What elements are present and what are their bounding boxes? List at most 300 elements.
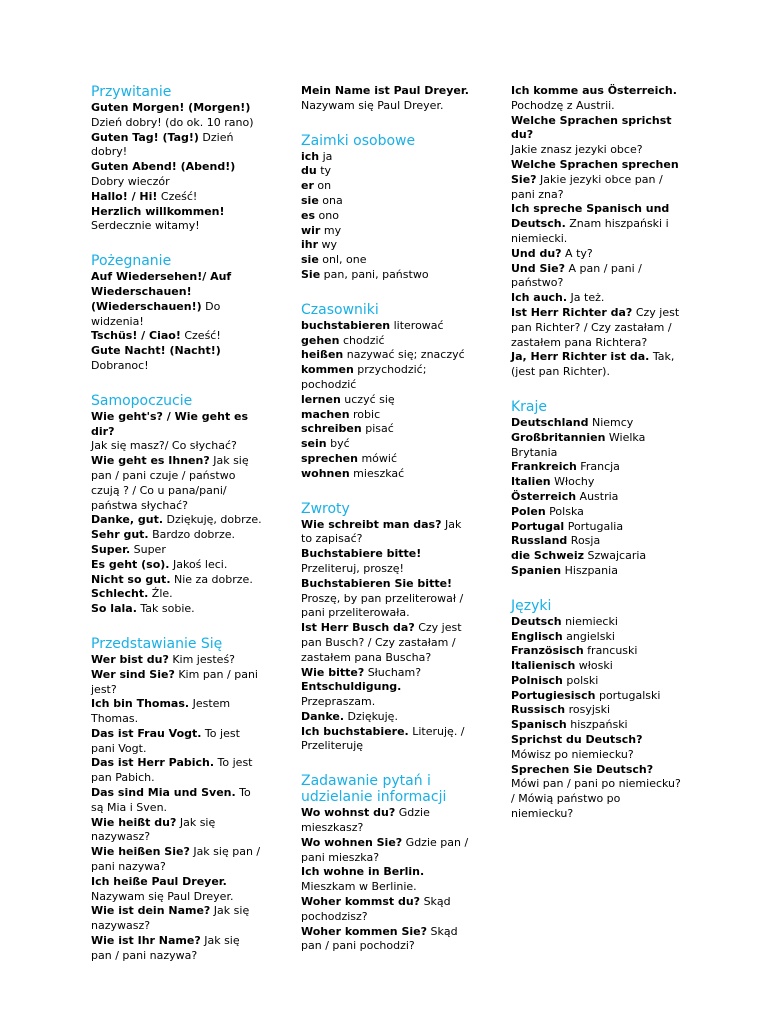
glossary-entry [511,733,683,763]
glossary-entry [511,247,683,262]
glossary-entry [511,615,683,630]
glossary-entry [301,806,473,836]
glossary-entry [91,727,263,757]
glossary-entry [301,666,473,681]
german-phrase: Schlecht. [91,587,149,601]
section-heading: Kraje [511,398,548,415]
glossary-entry [511,158,683,202]
german-phrase: sie [301,253,319,267]
glossary-entry [511,99,683,114]
section-heading: Przywitanie [91,84,172,100]
polish-translation: literować [390,318,444,332]
glossary-entry [511,262,683,292]
german-phrase: Sprichst du Deutsch? [511,733,643,747]
glossary-entry [91,875,263,890]
polish-translation: Kim jesteś? [168,652,236,666]
glossary-entry [301,224,473,239]
german-phrase: Russisch [511,703,566,717]
glossary-entry [91,329,263,344]
glossary-entry [91,101,263,116]
polish-translation: Czy jest pan Richter? / Czy zastałam / zastałem pana Richtera? [511,305,680,349]
german-phrase: Auf Wiedersehen!/ Auf Wiederschauen! (Wiederschauen!) [91,270,232,313]
glossary-entry [511,630,683,645]
polish-translation: A ty? [561,246,593,260]
german-phrase: Ich buchstabiere. [301,724,409,738]
glossary-entry [91,786,263,816]
glossary-section [301,773,473,954]
polish-translation: ono [315,208,339,222]
glossary-section [511,598,683,822]
glossary-entry [511,505,683,520]
german-phrase: Deutsch [511,614,562,628]
polish-translation: Wielka Brytania [511,430,646,459]
polish-translation: angielski [562,629,615,643]
glossary-entry [511,350,683,380]
german-phrase: Englisch [511,629,563,643]
polish-translation: Nazywam się Paul Dreyer. [91,889,234,903]
polish-translation: Ja też. [567,291,605,305]
glossary-entry [301,363,473,393]
polish-translation: Jakie znasz jezyki obce? [511,143,643,157]
glossary-entry [91,668,263,698]
glossary-entry [511,689,683,704]
german-phrase: Portugal [511,519,565,533]
german-phrase: Ist Herr Busch da? [301,621,415,635]
polish-translation: Skąd pochodzisz? [301,895,451,923]
glossary-section [301,302,473,482]
german-phrase: Guten Abend! (Abend!) [91,160,236,174]
glossary-entry [511,202,683,246]
german-phrase: Ich wohne in Berlin. [301,865,425,879]
glossary-section [91,636,263,964]
polish-translation: mówić [357,451,397,465]
glossary-entry [301,319,473,334]
section-spacer [301,114,473,133]
polish-translation: wy [318,238,338,252]
german-phrase: Portugiesisch [511,688,596,702]
german-phrase: Ist Herr Richter da? [511,305,633,319]
german-phrase: Wie ist dein Name? [91,904,211,918]
glossary-entry [91,513,263,528]
glossary-entry [301,348,473,363]
polish-translation: robic [349,407,381,421]
polish-translation: przychodzić; pochodzić [301,363,427,391]
polish-translation: Gdzie pan / pani mieszka? [301,835,469,864]
polish-translation: Tak sobie. [136,602,195,616]
glossary-entry [91,558,263,573]
german-phrase: Wie heißen Sie? [91,845,190,859]
glossary-entry [301,194,473,209]
section-heading: Zadawanie pytań i udzielanie informacji [301,773,447,806]
german-phrase: Mein Name ist Paul Dreyer. [301,84,469,97]
polish-translation: Skąd pan / pani pochodzi? [301,924,458,953]
german-phrase: Und Sie? [511,261,566,275]
polish-translation: Przepraszam. [301,695,376,709]
german-phrase: Deutschland [511,415,589,429]
glossary-entry [91,934,263,964]
polish-translation: Włochy [550,475,595,489]
polish-translation: To jest pan Pabich. [91,756,253,785]
glossary-entry [301,422,473,437]
section-spacer [511,579,683,598]
polish-translation: uczyć się [340,392,395,406]
polish-translation: Bardzo dobrze. [148,528,235,542]
column-2 [301,84,473,954]
glossary-entry [91,845,263,875]
glossary-section [301,84,473,114]
german-phrase: du [301,164,317,178]
german-phrase: er [301,179,314,193]
polish-translation: portugalski [595,688,661,702]
polish-translation: Gdzie mieszkasz? [301,806,430,835]
german-phrase: Danke, gut. [91,513,164,527]
glossary-entry [511,114,683,144]
polish-translation: Dobranoc! [91,358,149,372]
german-phrase: Wer sind Sie? [91,667,175,681]
polish-translation: Dzień dobry! [91,130,234,159]
german-phrase: Wo wohnen Sie? [301,835,403,849]
german-phrase: gehen [301,333,340,347]
german-phrase: sie [301,193,319,207]
glossary-entry [91,890,263,905]
german-phrase: Italien [511,475,551,489]
glossary-entry [91,653,263,668]
german-phrase: Ich komme aus Österreich. [511,84,677,97]
section-heading: Zwroty [301,500,350,517]
section-spacer [511,380,683,399]
glossary-entry [301,925,473,955]
glossary-entry [511,475,683,490]
german-phrase: machen [301,407,350,421]
polish-translation: chodzić [339,333,385,347]
glossary-entry [301,895,473,925]
glossary-entry [91,439,263,454]
glossary-entry [511,534,683,549]
glossary-entry [511,460,683,475]
polish-translation: Słucham? [364,665,422,679]
polish-translation: Jak się masz?/ Co słychać? [91,439,237,453]
polish-translation: ona [318,193,343,207]
polish-translation: niemiecki [561,614,618,628]
glossary-entry [301,518,473,548]
german-phrase: sprechen [301,451,358,465]
german-phrase: Es geht (so). [91,557,170,571]
glossary-section [301,133,473,283]
polish-translation: pisać [361,422,394,436]
glossary-entry [91,697,263,727]
polish-translation: Austria [576,489,619,503]
polish-translation: nazywać się; znaczyć [343,348,465,362]
polish-translation: mieszkać [349,466,405,480]
glossary-entry [301,99,473,114]
glossary-entry [511,763,683,822]
glossary-entry [511,306,683,350]
polish-translation: Literuję. / Przeliteruję [301,724,465,753]
glossary-entry [511,520,683,535]
glossary-entry [301,467,473,482]
german-phrase: Polnisch [511,673,563,687]
polish-translation: Niemcy [588,415,634,429]
polish-translation: onl, one [318,253,367,267]
glossary-entry [511,431,683,461]
german-phrase: lernen [301,392,341,406]
german-phrase: Sie [301,267,321,281]
glossary-entry [511,674,683,689]
glossary-entry [91,131,263,161]
polish-translation: Do widzenia! [91,299,221,328]
german-phrase: Herzlich willkommen! [91,204,225,218]
german-phrase: Welche Sprachen sprechen Sie? [511,157,679,186]
polish-translation: Proszę, by pan przeliterował / pani przeliterowała. [301,591,464,620]
polish-translation: pan, pani, państwo [320,267,429,281]
glossary-entry [91,573,263,588]
polish-translation: To jest pani Vogt. [91,726,240,755]
section-heading: Zaimki osobowe [301,132,416,149]
glossary-section [91,393,263,617]
glossary-entry [301,334,473,349]
glossary-entry [301,164,473,179]
glossary-entry [301,452,473,467]
polish-translation: Jak się nazywasz? [91,815,216,844]
german-phrase: Woher kommst du? [301,895,421,909]
german-phrase: Woher kommen Sie? [301,924,428,938]
glossary-entry [91,205,263,220]
glossary-entry [301,437,473,452]
german-phrase: Nicht so gut. [91,572,171,586]
glossary-entry [511,416,683,431]
glossary-entry [301,209,473,224]
german-phrase: Wie geht's? / Wie geht es dir? [91,409,249,438]
glossary-entry [511,703,683,718]
german-phrase: Sprechen Sie Deutsch? [511,762,654,776]
german-phrase: Wie geht es Ihnen? [91,454,210,468]
polish-translation: Czy jest pan Busch? / Czy zastałam / zastałem pana Buscha? [301,621,462,664]
glossary-entry [91,160,263,190]
section-heading: Czasowniki [301,301,379,318]
glossary-section [301,501,473,755]
polish-translation: Hiszpania [561,563,618,577]
polish-translation: my [320,223,342,237]
german-phrase: Gute Nacht! (Nacht!) [91,344,221,358]
german-phrase: heißen [301,348,344,362]
german-phrase: Danke. [301,709,345,723]
german-phrase: kommen [301,363,354,377]
german-phrase: buchstabieren [301,318,391,332]
german-phrase: Super. [91,542,131,556]
german-phrase: Ja, Herr Richter ist da. [511,350,650,364]
polish-translation: Dobry wieczór [91,174,170,188]
german-phrase: Wie heißt du? [91,815,177,829]
glossary-entry [91,359,263,374]
polish-translation: hiszpański [566,718,628,732]
glossary-entry [511,84,683,99]
polish-translation: Tak, (jest pan Richter). [511,350,675,379]
polish-translation: włoski [575,659,613,673]
german-phrase: ihr [301,238,319,252]
glossary-entry [91,116,263,131]
glossary-entry [91,410,263,440]
polish-translation: Mówisz po niemiecku? [511,747,634,761]
german-phrase: Entschuldigung. [301,680,402,694]
glossary-entry [91,528,263,543]
glossary-entry [91,344,263,359]
polish-translation: Jakie jezyki obce pan / pani zna? [511,172,663,201]
german-phrase: So lala. [91,602,137,616]
glossary-entry [301,725,473,755]
german-phrase: Italienisch [511,659,576,673]
polish-translation: Mówi pan / pani po niemiecku? / Mówią państwo po niemiecku? [511,777,681,821]
german-phrase: Das ist Frau Vogt. [91,726,202,740]
glossary-entry [91,190,263,205]
section-spacer [301,754,473,773]
glossary-entry [301,268,473,283]
section-spacer [301,482,473,501]
polish-translation: Znam hiszpański i niemiecki. [511,217,669,245]
german-phrase: Hallo! / Hi! [91,189,158,203]
glossary-entry [301,238,473,253]
glossary-entry [91,602,263,617]
section-heading: Pożegnanie [91,253,172,270]
german-phrase: Ich spreche Spanisch und Deutsch. [511,202,670,231]
german-phrase: Ich bin Thomas. [91,697,190,711]
german-phrase: ich [301,149,320,163]
german-phrase: Sehr gut. [91,528,149,542]
glossary-entry [91,454,263,513]
german-phrase: Buchstabieren Sie bitte! [301,576,453,590]
polish-translation: Jak się pan / pani nazywa? [91,845,261,874]
column-3 [511,84,683,822]
german-phrase: Tschüs! / Ciao! [91,329,181,343]
glossary-entry [301,710,473,725]
german-phrase: Österreich [511,489,577,503]
polish-translation: A pan / pani / państwo? [511,261,642,290]
glossary-entry [511,718,683,733]
glossary-entry [91,587,263,602]
polish-translation: Pochodzę z Austrii. [511,98,615,112]
german-phrase: Guten Tag! (Tag!) [91,130,199,144]
polish-translation: Portugalia [564,519,624,533]
polish-translation: To są Mia i Sven. [91,786,251,814]
glossary-section [91,84,263,234]
polish-translation: Jak się pan / pani nazywa? [91,934,240,962]
glossary-entry [301,865,473,895]
polish-translation: Kim pan / pani jest? [91,667,258,696]
polish-translation: Rosja [567,534,601,548]
glossary-section [511,399,683,579]
polish-translation: Jak się nazywasz? [91,904,250,933]
german-phrase: Wie bitte? [301,665,365,679]
glossary-entry [301,621,473,665]
glossary-entry [301,393,473,408]
section-spacer [301,283,473,302]
german-phrase: Großbritannien [511,430,606,444]
german-phrase: Das sind Mia und Sven. [91,786,236,800]
polish-translation: Cześć! [157,189,198,203]
polish-translation: ja [319,149,333,163]
polish-translation: Jakoś leci. [169,557,228,571]
polish-translation: Szwajcaria [584,549,647,563]
section-heading: Samopoczucie [91,392,193,409]
glossary-entry [511,549,683,564]
polish-translation: Jak się pan / pani czuje / państwo czują ? / Co u pana/pani/ państwa słychać? [91,454,249,512]
glossary-entry [91,816,263,846]
polish-translation: być [326,437,350,451]
german-phrase: Guten Morgen! (Morgen!) [91,101,251,114]
polish-translation: Polska [545,504,584,518]
german-phrase: Und du? [511,246,562,260]
german-phrase: Wie ist Ihr Name? [91,934,201,948]
german-phrase: Spanisch [511,718,567,732]
glossary-entry [91,219,263,234]
polish-translation: Serdecznie witamy! [91,219,200,233]
german-phrase: Polen [511,504,546,518]
german-phrase: Französisch [511,644,584,658]
german-phrase: die Schweiz [511,549,585,563]
polish-translation: Cześć! [180,329,221,343]
german-phrase: es [301,208,316,222]
polish-translation: Przeliteruj, proszę! [301,561,404,575]
german-phrase: Russland [511,534,568,548]
glossary-entry [511,143,683,158]
german-phrase: Buchstabiere bitte! [301,547,422,561]
polish-translation: Francja [576,460,620,474]
glossary-entry [511,291,683,306]
polish-translation: Dzień dobry! (do ok. 10 rano) [91,115,254,129]
glossary-entry [301,577,473,592]
german-phrase: Welche Sprachen sprichst du? [511,113,672,142]
section-spacer [91,374,263,393]
glossary-section [511,84,683,380]
german-phrase: Wo wohnst du? [301,806,396,820]
glossary-entry [301,680,473,710]
glossary-entry [301,179,473,194]
glossary-entry [91,756,263,786]
glossary-entry [301,592,473,622]
german-phrase: Frankreich [511,460,577,474]
polish-translation: rosyjski [565,703,611,717]
polish-translation: Dziękuję. [344,709,398,723]
polish-translation: ty [316,164,332,178]
glossary-entry [511,490,683,505]
polish-translation: Źle. [148,587,173,601]
german-phrase: schreiben [301,422,362,436]
polish-translation: Jak to zapisać? [301,517,462,546]
glossary-entry [511,644,683,659]
polish-translation: on [313,179,332,193]
polish-translation: Mieszkam w Berlinie. [301,880,417,894]
polish-translation: polski [562,673,599,687]
german-phrase: Wie schreibt man das? [301,517,442,531]
polish-translation: francuski [583,644,638,658]
section-heading: Przedstawianie Się [91,635,223,652]
section-spacer [91,617,263,636]
section-heading: Języki [511,597,552,614]
glossary-entry [91,543,263,558]
glossary-entry [91,904,263,934]
glossary-entry [301,150,473,165]
german-phrase: Das ist Herr Pabich. [91,756,215,770]
german-phrase: Ich auch. [511,291,568,305]
german-phrase: Spanien [511,563,562,577]
section-spacer [91,234,263,253]
german-phrase: Ich heiße Paul Dreyer. [91,874,227,888]
polish-translation: Super [130,542,166,556]
polish-translation: Jestem Thomas. [91,697,231,726]
polish-translation: Nie za dobrze. [170,572,253,586]
glossary-entry [511,659,683,674]
glossary-section [91,253,263,374]
german-phrase: wohnen [301,466,350,480]
